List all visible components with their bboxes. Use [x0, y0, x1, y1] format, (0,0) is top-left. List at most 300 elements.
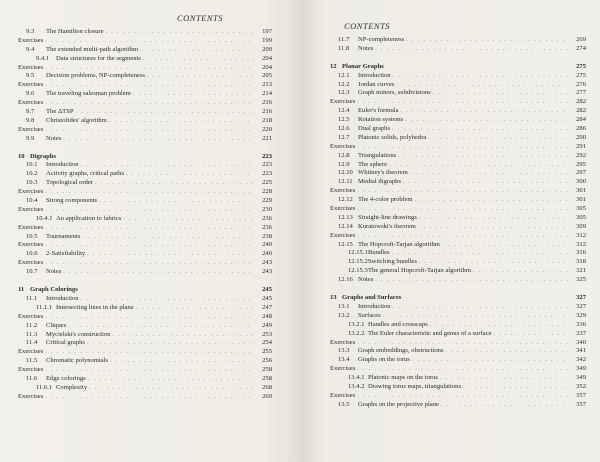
section-number: 9.6 [26, 90, 35, 98]
dot-leader [428, 134, 568, 143]
dot-leader [89, 384, 254, 393]
dot-leader [393, 72, 568, 81]
page-number: 236 [262, 223, 272, 231]
section-title: Exercises [18, 99, 44, 107]
section-number: 13.2.1 [348, 320, 365, 328]
toc-entry [330, 258, 586, 267]
dot-leader [95, 179, 254, 188]
toc-entry [18, 188, 272, 197]
section-title: NP-completeness [358, 36, 405, 43]
dot-leader [403, 178, 568, 187]
section-number: 11.6 [26, 374, 38, 382]
section-title: Handles and crosscaps [368, 320, 428, 328]
page-number: 284 [576, 116, 586, 124]
toc-entry [330, 374, 586, 383]
toc-entry [330, 339, 586, 348]
toc-entry [18, 322, 272, 331]
toc-entry [330, 383, 586, 392]
dot-leader [398, 152, 568, 161]
section-title: Notes [46, 268, 62, 276]
section-title: Introduction [358, 302, 391, 310]
dot-leader [133, 90, 254, 99]
dot-leader [494, 330, 568, 339]
section-title: Edge colorings [46, 374, 86, 382]
page-number: 248 [262, 312, 272, 320]
section-number: 12.15 [338, 240, 353, 248]
toc-entry [18, 126, 272, 135]
dot-leader [419, 214, 568, 223]
section-title: Exercises [18, 188, 44, 196]
toc-entry [18, 117, 272, 126]
toc-entry [330, 143, 586, 152]
page-number: 245 [262, 294, 272, 302]
page-number: 268 [262, 383, 272, 391]
section-title: Notes [358, 276, 374, 284]
dot-leader [106, 28, 255, 37]
toc-entry [18, 170, 272, 179]
section-number: 12.15.3 [348, 267, 368, 275]
dot-leader [375, 276, 568, 285]
toc-entry [330, 196, 586, 205]
section-number: 11.5 [26, 357, 38, 365]
dot-leader [441, 401, 568, 410]
section-number: 10.3 [26, 179, 38, 187]
page-number: 253 [262, 330, 272, 338]
toc-entry [18, 357, 272, 366]
section-title: Rotation systems [358, 116, 404, 124]
section-title: Complexity [56, 383, 88, 391]
toc-entry [330, 303, 586, 312]
section-title: The traveling salesman problem [46, 90, 131, 98]
section-title: Graph embeddings, obstructions [358, 347, 444, 355]
section-number: 10.6 [26, 250, 38, 258]
toc-entry [330, 107, 586, 116]
page-number: 243 [262, 268, 272, 276]
toc-entry [330, 321, 586, 330]
toc-entry [18, 108, 272, 117]
toc-entry [18, 161, 272, 170]
dot-leader [87, 339, 254, 348]
page-number: 341 [576, 347, 586, 355]
page-number: 220 [262, 125, 272, 133]
page-number: 204 [262, 54, 272, 62]
dot-leader [392, 125, 568, 134]
page-number: 325 [576, 276, 586, 284]
toc-entry [18, 331, 272, 340]
toc-entry [330, 89, 586, 98]
page-number: 223 [262, 161, 272, 169]
page-number: 295 [576, 160, 586, 168]
toc-entry [18, 46, 272, 55]
toc-entry [18, 37, 272, 46]
toc-entry [18, 206, 272, 215]
section-number: 13.2 [338, 311, 350, 319]
section-number: 13.4.2 [348, 382, 365, 390]
page-number: 312 [576, 231, 586, 239]
section-title: The Hamilton closure [46, 28, 104, 35]
right-page [300, 0, 600, 462]
section-title: Graphs and Surfaces [342, 294, 402, 302]
section-title: Planar Graphs [342, 62, 384, 70]
dot-leader [357, 187, 568, 196]
section-title: The ΔTSP [46, 108, 74, 116]
page-number: 258 [262, 366, 272, 374]
toc-entry [330, 232, 586, 241]
page-number: 229 [262, 197, 272, 205]
dot-leader [375, 45, 568, 54]
toc-entry [18, 215, 272, 224]
toc-entry [18, 304, 272, 313]
page-number: 223 [262, 170, 272, 178]
section-title: Drawing torus maps, triangulations [368, 382, 462, 390]
section-number: 11.1 [26, 294, 38, 302]
section-number: 10.5 [26, 232, 38, 240]
page-number: 316 [576, 249, 586, 257]
toc-entry [330, 178, 586, 187]
section-number: 10.4 [26, 197, 38, 205]
toc-entry [330, 347, 586, 356]
toc-entry [330, 125, 586, 134]
section-number: 12.11 [338, 178, 353, 186]
section-title: Exercises [18, 125, 44, 133]
dot-leader [446, 347, 568, 356]
toc-entry [330, 401, 586, 410]
page-number: 255 [262, 348, 272, 356]
toc-entry [330, 267, 586, 276]
section-number: 12.13 [338, 213, 353, 221]
chapter-entry [330, 63, 586, 72]
section-title: Exercises [18, 81, 44, 89]
section-number: 10.1 [26, 161, 38, 169]
section-number: 9.7 [26, 108, 35, 116]
dot-leader [45, 259, 254, 268]
toc-entry [330, 276, 586, 285]
dot-leader [63, 268, 254, 277]
dot-leader [99, 197, 254, 206]
page-number: 349 [576, 365, 586, 373]
dot-leader [401, 107, 568, 116]
toc-entry [330, 356, 586, 365]
section-title: Digraphs [30, 152, 57, 160]
section-number: 12.8 [338, 151, 350, 159]
section-number: 13 [330, 294, 337, 302]
section-title: Straight-line drawings [358, 213, 417, 221]
toc-entry [330, 392, 586, 401]
toc-entry [330, 36, 586, 45]
dot-leader [45, 99, 254, 108]
toc-entry [18, 179, 272, 188]
section-title: Exercises [18, 366, 44, 374]
page-number: 216 [262, 99, 272, 107]
table-of-contents [18, 28, 272, 402]
page-number: 292 [576, 151, 586, 159]
section-title: The 4-color problem [358, 196, 413, 204]
section-title: Platonic maps on the torus [368, 374, 438, 382]
chapter-entry [18, 286, 272, 295]
section-title: Notes [358, 44, 374, 52]
dot-leader [45, 393, 254, 402]
toc-entry [18, 90, 272, 99]
dot-leader [88, 375, 254, 384]
dot-leader [45, 64, 254, 73]
section-title: Activity graphs, critical paths [46, 170, 125, 178]
page-number: 305 [576, 205, 586, 213]
section-title: Exercises [18, 348, 44, 356]
toc-entry [18, 55, 272, 64]
dot-leader [110, 357, 254, 366]
page-number: 342 [576, 356, 586, 364]
dot-leader [442, 241, 568, 250]
section-title: Exercises [18, 205, 44, 213]
page-number: 327 [576, 302, 586, 310]
section-title: Tournaments [46, 232, 81, 240]
page-number: 291 [576, 142, 586, 150]
section-title: Critical graphs [46, 339, 86, 347]
toc-entry [18, 384, 272, 393]
section-title: 2-Satisfiability [46, 250, 86, 258]
section-number: 10 [18, 152, 25, 160]
dot-leader [406, 36, 568, 45]
toc-entry [18, 135, 272, 144]
dot-leader [63, 135, 254, 144]
section-number: 12.5 [338, 116, 350, 124]
page-number: 357 [576, 400, 586, 408]
dot-leader [123, 215, 254, 224]
page-header: CONTENTS [344, 21, 391, 31]
section-title: Graphs on the projective plane [358, 400, 439, 408]
section-title: Exercises [330, 231, 356, 239]
section-number: 11.4 [26, 339, 38, 347]
section-title: The extended multi-path algorithm [46, 45, 139, 53]
section-number: 12.2 [338, 80, 350, 88]
section-title: The general Hopcroft-Tarjan algorithm [368, 267, 471, 275]
page-number: 249 [262, 321, 272, 329]
page-number: 340 [576, 338, 586, 346]
dot-leader [415, 196, 568, 205]
dot-leader [45, 37, 254, 46]
dot-leader [405, 116, 568, 125]
dot-leader [140, 46, 254, 55]
toc-entry [330, 116, 586, 125]
page-number: 321 [576, 267, 586, 275]
page-number: 204 [262, 63, 272, 71]
page-number: 327 [576, 294, 586, 302]
section-title: Graph Colorings [30, 286, 78, 294]
section-number: 11.6.1 [36, 383, 53, 391]
section-title: Intersecting lines in the plane [56, 303, 134, 311]
section-number: 12.3 [338, 89, 350, 97]
section-number: 11.8 [338, 44, 350, 52]
chapter-entry [330, 294, 586, 303]
toc-entry [18, 375, 272, 384]
section-number: 10.4.1 [36, 214, 53, 222]
toc-entry [18, 72, 272, 81]
section-title: Exercises [18, 36, 44, 44]
section-title: Triangulations [358, 151, 397, 159]
page-number: 309 [576, 222, 586, 230]
page-number: 301 [576, 196, 586, 204]
section-number: 10.7 [26, 268, 38, 276]
dot-leader [136, 304, 254, 313]
section-title: Introduction [46, 161, 79, 169]
dot-leader [357, 232, 568, 241]
dot-leader [393, 303, 568, 312]
page-number: 200 [262, 45, 272, 53]
page-number: 240 [262, 250, 272, 258]
section-number: 13.4 [338, 356, 350, 364]
section-title: The Euler characteristic and genus of a surface [368, 329, 492, 337]
toc-entry [330, 152, 586, 161]
dot-leader [45, 348, 254, 357]
page-number: 286 [576, 125, 586, 133]
dot-leader [45, 224, 254, 233]
page-number: 243 [262, 259, 272, 267]
dot-leader [396, 81, 568, 90]
section-title: Medial digraphs [358, 178, 402, 186]
section-number: 13.1 [338, 302, 350, 310]
page-number: 275 [576, 62, 586, 70]
section-number: 11.3 [26, 330, 38, 338]
toc-entry [18, 28, 272, 37]
toc-entry [18, 81, 272, 90]
dot-leader [419, 258, 568, 267]
dot-leader [81, 161, 254, 170]
section-number: 12.15.2 [348, 258, 368, 266]
toc-entry [18, 295, 272, 304]
page-number: 349 [576, 374, 586, 382]
section-title: Kuratowski's theorem [358, 222, 416, 230]
page-number: 254 [262, 339, 272, 347]
dot-leader [392, 249, 568, 258]
section-title: Whitney's theorem [358, 169, 408, 177]
toc-entry [18, 250, 272, 259]
section-title: Surfaces [358, 311, 381, 319]
toc-entry [330, 81, 586, 90]
toc-entry [18, 241, 272, 250]
dot-leader [357, 98, 568, 107]
toc-entry [330, 241, 586, 250]
page-number: 290 [576, 133, 586, 141]
section-number: 11 [18, 286, 25, 294]
page-number: 214 [262, 90, 272, 98]
page-number: 357 [576, 391, 586, 399]
page-number: 276 [576, 80, 586, 88]
section-number: 12.9 [338, 160, 350, 168]
toc-entry [18, 197, 272, 206]
section-number: 12.12 [338, 196, 353, 204]
section-number: 12.1 [338, 71, 350, 79]
page-number: 318 [576, 258, 586, 266]
dot-leader [412, 356, 568, 365]
section-title: Graph minors, subdivisions [358, 89, 431, 97]
dot-leader [357, 339, 568, 348]
section-number: 11.7 [338, 36, 350, 43]
section-title: Switching bundles [368, 258, 417, 266]
toc-entry [18, 64, 272, 73]
page-number: 197 [262, 28, 272, 35]
section-title: Exercises [18, 63, 44, 71]
page-number: 205 [262, 72, 272, 80]
page-number: 199 [262, 36, 272, 44]
page-number: 269 [576, 36, 586, 43]
section-title: Topological order [46, 179, 93, 187]
section-title: Chromatic polynomials [46, 357, 109, 365]
section-title: Euler's formula [358, 107, 399, 115]
dot-leader [389, 161, 568, 170]
page-number: 282 [576, 107, 586, 115]
dot-leader [45, 206, 254, 215]
dot-leader [68, 322, 254, 331]
dot-leader [45, 241, 254, 250]
dot-leader [109, 117, 254, 126]
section-title: Platonic solids, polyhedra [358, 133, 427, 141]
toc-entry [330, 249, 586, 258]
section-number: 12.16 [338, 276, 353, 284]
section-title: Exercises [18, 392, 44, 400]
section-number: 9.4 [26, 45, 35, 53]
dot-leader [126, 170, 254, 179]
page-number: 275 [576, 71, 586, 79]
page-number: 277 [576, 89, 586, 97]
section-title: Exercises [18, 241, 44, 249]
toc-entry [18, 366, 272, 375]
dot-leader [357, 205, 568, 214]
section-title: An application to fabrics [56, 214, 122, 222]
section-number: 9.3 [26, 28, 35, 35]
dot-leader [143, 55, 254, 64]
section-title: Exercises [330, 338, 356, 346]
dot-leader [45, 313, 254, 322]
dot-leader [473, 267, 568, 276]
dot-leader [463, 383, 568, 392]
page-number: 228 [262, 188, 272, 196]
page-number: 247 [262, 303, 272, 311]
section-number: 13.2.2 [348, 329, 365, 337]
page-number: 282 [576, 98, 586, 106]
toc-entry [330, 161, 586, 170]
section-title: Exercises [330, 365, 356, 373]
page-number: 218 [262, 116, 272, 124]
section-title: Introduction [358, 71, 391, 79]
section-title: Graphs on the torus [358, 356, 410, 364]
section-number: 10.2 [26, 170, 38, 178]
section-number: 12.7 [338, 133, 350, 141]
dot-leader [87, 250, 254, 259]
toc-entry [18, 233, 272, 242]
page-number: 221 [262, 134, 272, 142]
toc-entry [330, 98, 586, 107]
page-number: 274 [576, 44, 586, 52]
section-title: The Hopcroft-Tarjan algorithm [358, 240, 440, 248]
dot-leader [410, 169, 568, 178]
section-number: 11.1.1 [36, 303, 53, 311]
section-title: Mycielski's construction [46, 330, 111, 338]
section-title: Exercises [18, 312, 44, 320]
dot-leader [45, 366, 254, 375]
page-number: 213 [262, 81, 272, 89]
dot-leader [76, 108, 254, 117]
page-number: 352 [576, 382, 586, 390]
toc-entry [18, 224, 272, 233]
section-title: Christofides' algorithm [46, 116, 107, 124]
toc-entry [330, 187, 586, 196]
section-title: The sphere [358, 160, 388, 168]
section-number: 12.15.1 [348, 249, 368, 257]
page-number: 337 [576, 329, 586, 337]
dot-leader [147, 72, 254, 81]
toc-entry [330, 330, 586, 339]
dot-leader [440, 374, 568, 383]
